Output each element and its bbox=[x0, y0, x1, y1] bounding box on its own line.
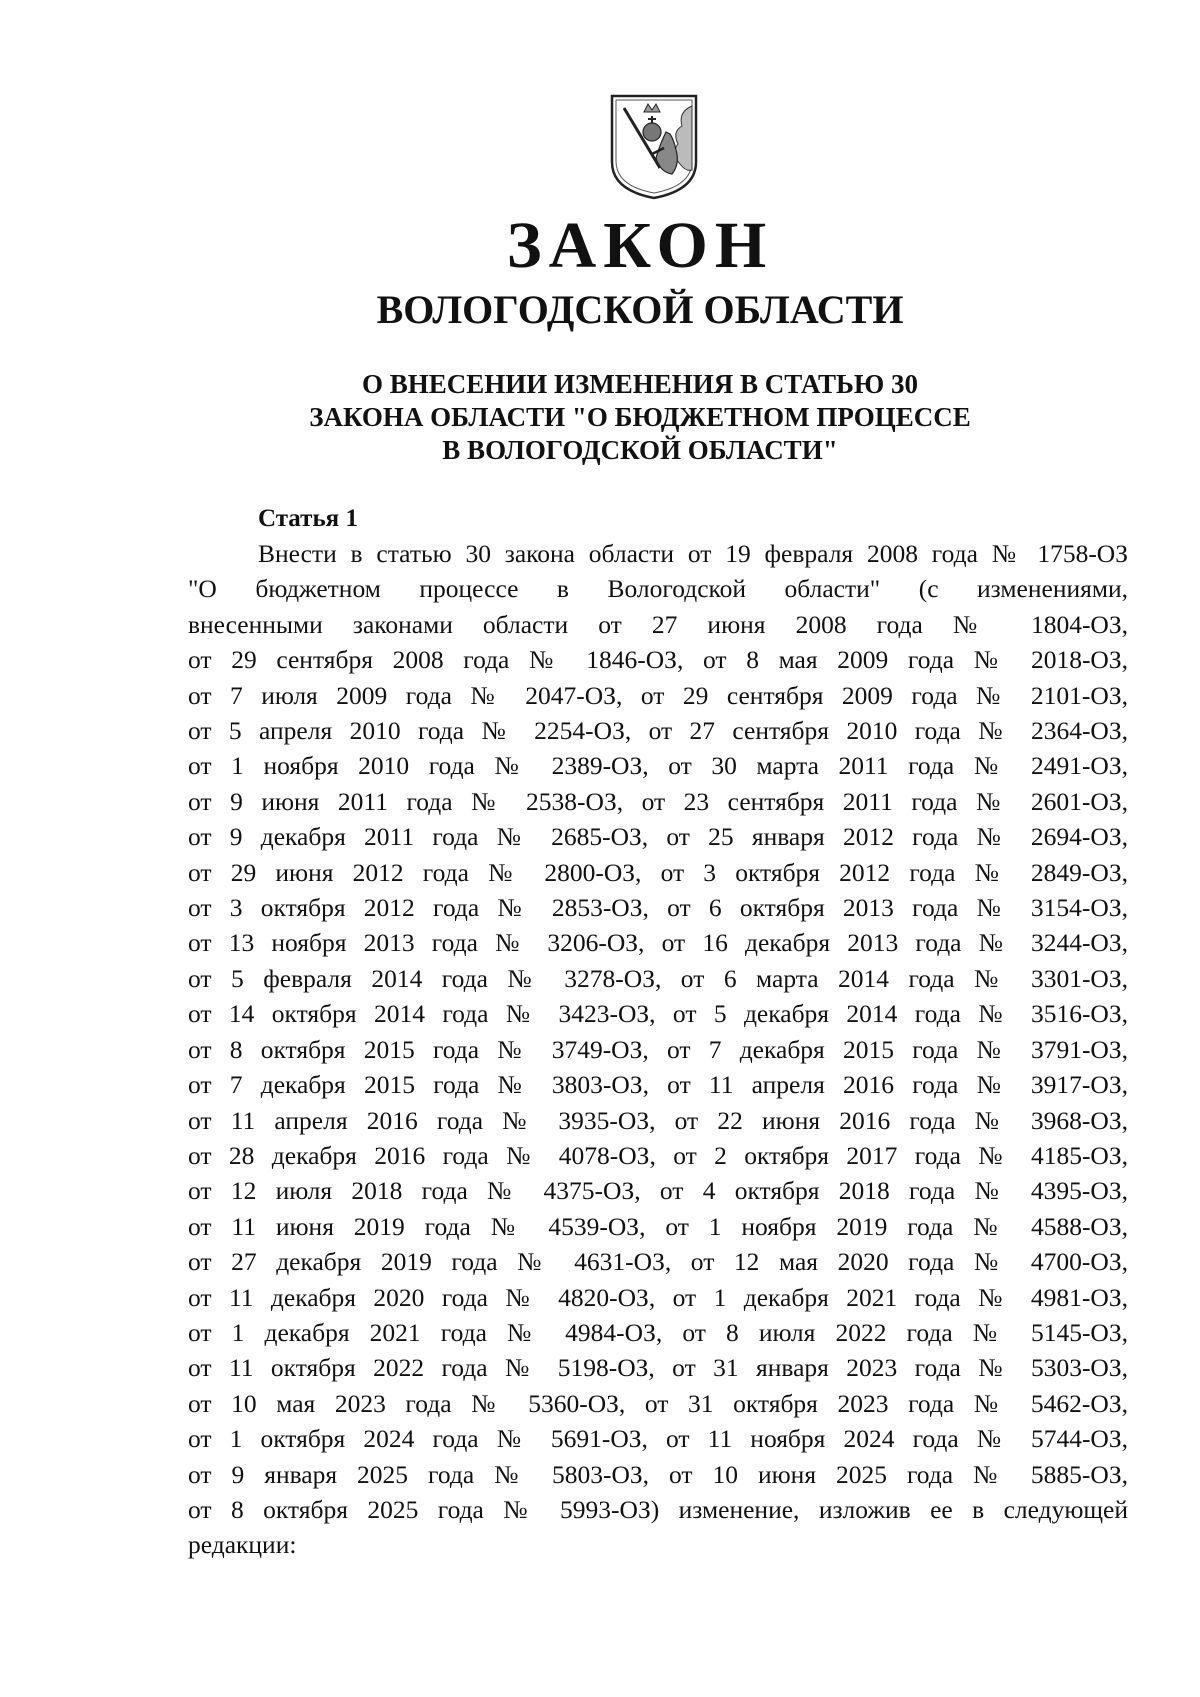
subtitle-line: ЗАКОНА ОБЛАСТИ "О БЮДЖЕТНОМ ПРОЦЕССЕ bbox=[309, 402, 971, 432]
article-body bbox=[188, 536, 1128, 1563]
body-line: внесенными законами области от 27 июня 2008 года № 1804-ОЗ, bbox=[188, 609, 1128, 639]
body-line: от 11 октября 2022 года № 5198-ОЗ, от 31 января 2023 года № 5303-ОЗ, bbox=[188, 1353, 1128, 1383]
body-line: от 13 ноября 2013 года № 3206-ОЗ, от 16 декабря 2013 года № 3244-ОЗ, bbox=[188, 928, 1128, 958]
body-line: от 10 мая 2023 года № 5360-ОЗ, от 31 октября 2023 года № 5462-ОЗ, bbox=[188, 1388, 1128, 1418]
vologda-oblast-coat-of-arms-icon bbox=[608, 92, 700, 202]
body-line: Внести в статью 30 закона области от 19 февраля 2008 года № 1758-ОЗ bbox=[258, 539, 1128, 568]
document-region: ВОЛОГОДСКОЙ ОБЛАСТИ bbox=[376, 287, 904, 332]
article-heading: Статья 1 bbox=[258, 505, 358, 532]
subtitle-line: В ВОЛОГОДСКОЙ ОБЛАСТИ" bbox=[442, 435, 838, 465]
body-line: от 12 июля 2018 года № 4375-ОЗ, от 4 октября 2018 года № 4395-ОЗ, bbox=[188, 1176, 1128, 1206]
body-line: от 3 октября 2012 года № 2853-ОЗ, от 6 октября 2013 года № 3154-ОЗ, bbox=[188, 893, 1128, 923]
body-line: от 11 июня 2019 года № 4539-ОЗ, от 1 ноября 2019 года № 4588-ОЗ, bbox=[188, 1211, 1128, 1241]
body-line: от 7 июля 2009 года № 2047-ОЗ, от 29 сентября 2009 года № 2101-ОЗ, bbox=[188, 680, 1128, 710]
body-line: от 28 декабря 2016 года № 4078-ОЗ, от 2 октября 2017 года № 4185-ОЗ, bbox=[188, 1140, 1128, 1170]
body-line: от 9 декабря 2011 года № 2685-ОЗ, от 25 января 2012 года № 2694-ОЗ, bbox=[188, 822, 1128, 852]
body-line: от 11 апреля 2016 года № 3935-ОЗ, от 22 июня 2016 года № 3968-ОЗ, bbox=[188, 1105, 1128, 1135]
document-title: ЗАКОН bbox=[506, 209, 774, 282]
subtitle-line: О ВНЕСЕНИИ ИЗМЕНЕНИЯ В СТАТЬЮ 30 bbox=[361, 369, 919, 399]
body-line: от 14 октября 2014 года № 3423-ОЗ, от 5 декабря 2014 года № 3516-ОЗ, bbox=[188, 999, 1128, 1029]
body-line: от 11 декабря 2020 года № 4820-ОЗ, от 1 декабря 2021 года № 4981-ОЗ, bbox=[188, 1282, 1128, 1312]
body-line: от 7 декабря 2015 года № 3803-ОЗ, от 11 апреля 2016 года № 3917-ОЗ, bbox=[188, 1070, 1128, 1100]
body-line: от 1 октября 2024 года № 5691-ОЗ, от 11 ноября 2024 года № 5744-ОЗ, bbox=[188, 1424, 1128, 1454]
body-line: редакции: bbox=[188, 1530, 297, 1560]
body-line: от 8 октября 2015 года № 3749-ОЗ, от 7 декабря 2015 года № 3791-ОЗ, bbox=[188, 1034, 1128, 1064]
document-subtitle bbox=[0, 368, 1200, 467]
body-line: от 8 октября 2025 года № 5993-ОЗ) изменение, изложив ее в следующей bbox=[188, 1494, 1128, 1524]
body-line: от 9 января 2025 года № 5803-ОЗ, от 10 июня 2025 года № 5885-ОЗ, bbox=[188, 1459, 1128, 1489]
body-line: "О бюджетном процессе в Вологодской области" (с изменениями, bbox=[188, 574, 1128, 604]
body-line: от 29 сентября 2008 года № 1846-ОЗ, от 8 мая 2009 года № 2018-ОЗ, bbox=[188, 645, 1128, 675]
body-line: от 1 декабря 2021 года № 4984-ОЗ, от 8 июля 2022 года № 5145-ОЗ, bbox=[188, 1317, 1128, 1347]
body-line: от 29 июня 2012 года № 2800-ОЗ, от 3 октября 2012 года № 2849-ОЗ, bbox=[188, 857, 1128, 887]
body-line: от 27 декабря 2019 года № 4631-ОЗ, от 12 мая 2020 года № 4700-ОЗ, bbox=[188, 1247, 1128, 1277]
body-line: от 9 июня 2011 года № 2538-ОЗ, от 23 сентября 2011 года № 2601-ОЗ, bbox=[188, 786, 1128, 816]
body-line: от 5 февраля 2014 года № 3278-ОЗ, от 6 марта 2014 года № 3301-ОЗ, bbox=[188, 963, 1128, 993]
body-line: от 1 ноября 2010 года № 2389-ОЗ, от 30 марта 2011 года № 2491-ОЗ, bbox=[188, 751, 1128, 781]
body-line: от 5 апреля 2010 года № 2254-ОЗ, от 27 сентября 2010 года № 2364-ОЗ, bbox=[188, 716, 1128, 746]
